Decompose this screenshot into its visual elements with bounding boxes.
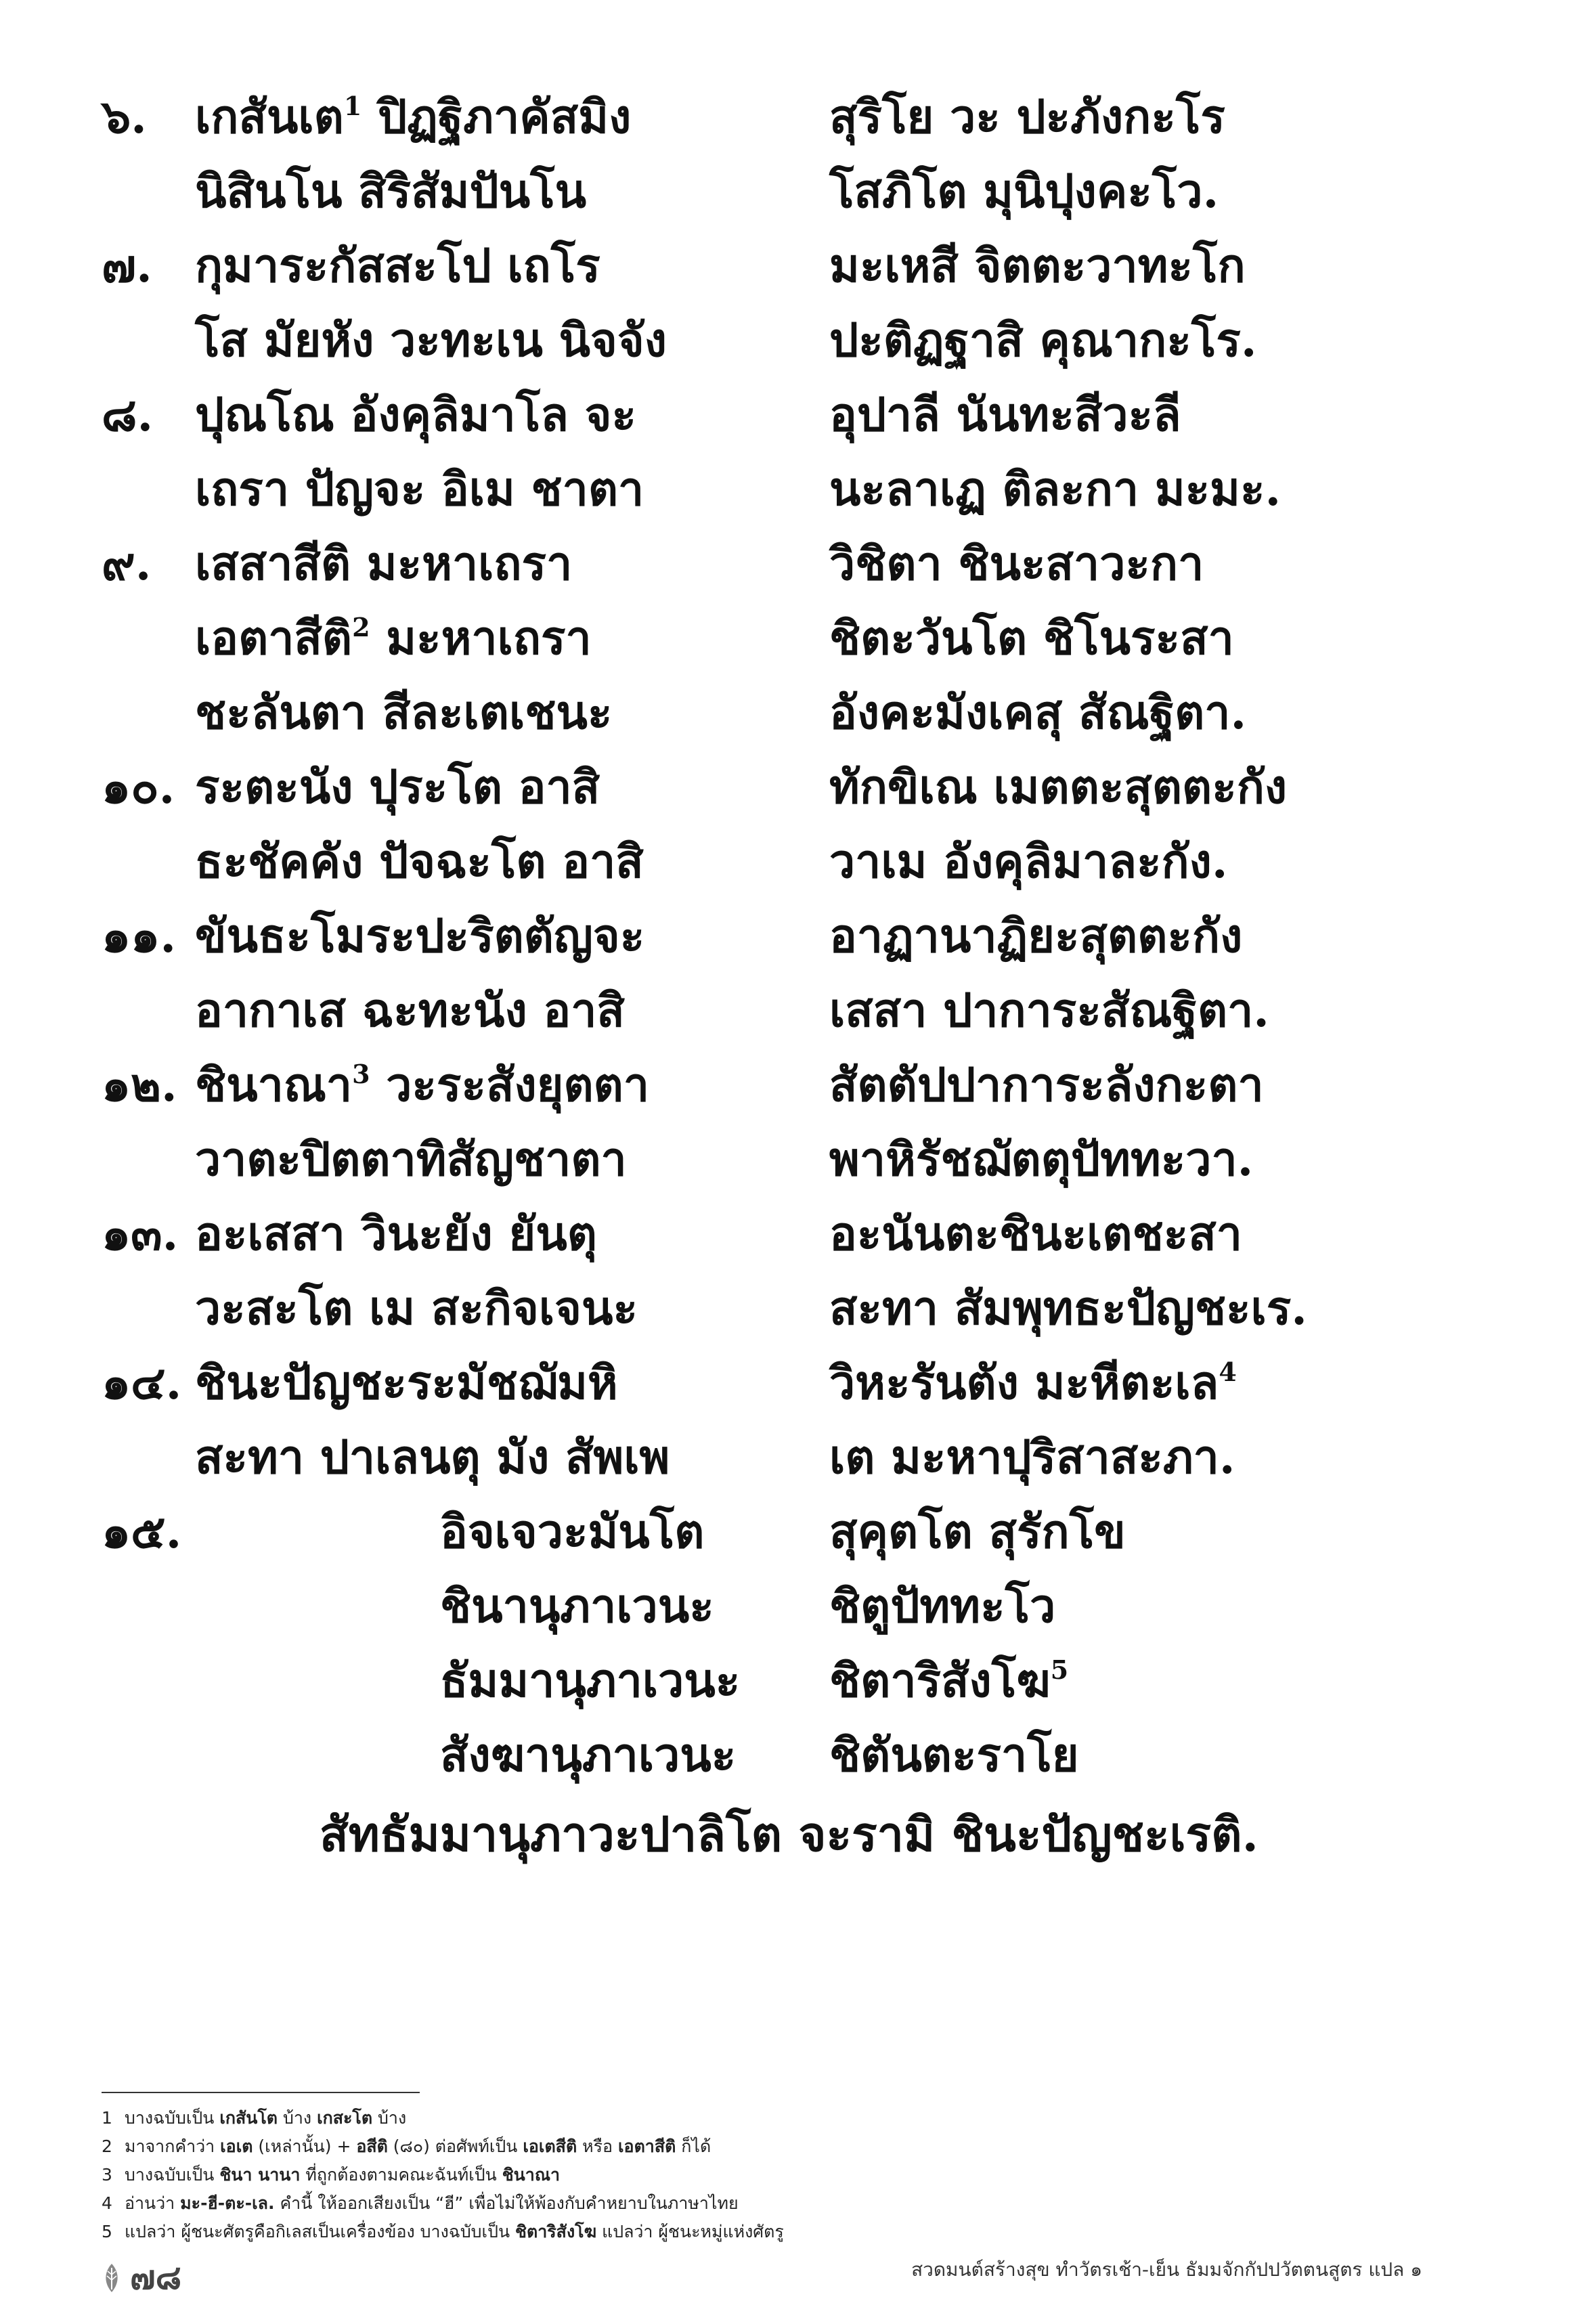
- verse-left-text: ขันธะโมระปะริตตัญจะ: [195, 909, 645, 963]
- verse-row: [102, 825, 1510, 899]
- verse-right: [829, 601, 1234, 676]
- verse-left: [195, 1122, 627, 1197]
- verse-number: ๑๕.: [102, 1505, 182, 1559]
- verse-right-text: ชิตูปัททะโว: [829, 1579, 1056, 1634]
- verse-left-text: อะเสสา วินะยัง ยันตุ: [195, 1207, 597, 1261]
- page-footer: [102, 2251, 1422, 2297]
- page-number: ๗๘: [130, 2257, 182, 2297]
- verse-right: [829, 750, 1287, 825]
- footnote-text: หรือ: [577, 2136, 619, 2156]
- verse-left: [440, 1495, 704, 1569]
- verse-left-text: ปุณโณ อังคุลิมาโล จะ: [195, 388, 636, 442]
- verse-left: [195, 1346, 618, 1420]
- footnote-term: เอเต: [220, 2136, 253, 2156]
- verse-left: [195, 303, 667, 378]
- footnote-item: [102, 2161, 1455, 2189]
- verse-right: [829, 378, 1181, 452]
- verse-left: [195, 527, 572, 601]
- verse-row: [102, 154, 1510, 229]
- verse-left: [195, 452, 644, 527]
- verse-left: [195, 676, 612, 750]
- footnote-item: [102, 2218, 1455, 2246]
- verse-left-text: อิจเจวะมันโต: [440, 1505, 705, 1559]
- footnote-marker: 1: [343, 91, 362, 121]
- verse-right-text: โสภิโต มุนิปุงคะโว.: [829, 165, 1219, 219]
- closing-line: สัทธัมมานุภาวะปาลิโต จะรามิ ชินะปัญชะเรติ.: [320, 1806, 1258, 1862]
- leaf-ornament-icon: [102, 2262, 122, 2294]
- verse-row: [102, 1197, 1510, 1271]
- page-number-group: [102, 2251, 181, 2304]
- verse-row: [102, 1122, 1510, 1197]
- verse-left-text: ชินาณา: [195, 1058, 353, 1112]
- footnote-term: ชินา นานา: [219, 2165, 301, 2185]
- verse-right: [829, 1271, 1307, 1346]
- footnote-text: ที่ถูกต้องตามคณะฉันท์เป็น: [300, 2165, 502, 2185]
- verse-left-text-cont: วะระสังยุตตา: [370, 1058, 650, 1112]
- verse-left-text: เถรา ปัญจะ อิเม ชาตา: [195, 462, 644, 517]
- verse-right: [829, 303, 1257, 378]
- verse-right: [829, 1569, 1055, 1644]
- verse-right: [829, 1122, 1253, 1197]
- verse-number: ๑๐.: [102, 760, 175, 814]
- verse-row: [102, 750, 1510, 825]
- verse-row: [102, 1644, 1510, 1718]
- verse-right-text: สุคุตโต สุรักโข: [829, 1505, 1126, 1559]
- verse-right-text: นะลาเฏ ติละกา มะมะ.: [829, 462, 1281, 517]
- verse-right: [829, 1718, 1079, 1793]
- verse-row: [102, 229, 1510, 303]
- footnote-term: ชินาณา: [502, 2165, 561, 2185]
- verse-left: [195, 1048, 649, 1129]
- verse-number: ๑๒.: [102, 1058, 177, 1112]
- verse-left-text: วาตะปิตตาทิสัญชาตา: [195, 1133, 627, 1187]
- verse-right: [829, 1420, 1235, 1495]
- verse-right-text: เสสา ปาการะสัณฐิตา.: [829, 984, 1269, 1038]
- verse-left: [440, 1569, 714, 1644]
- verse-row: [102, 1271, 1510, 1346]
- footnote-marker: 4: [1219, 1357, 1237, 1387]
- verse-row: [102, 1346, 1510, 1420]
- verse-left: [195, 378, 636, 452]
- footnote-number: 2: [102, 2136, 112, 2156]
- verse-left-text: สะทา ปาเลนตุ มัง สัพเพ: [195, 1430, 670, 1485]
- verse-right: [829, 80, 1225, 154]
- verse-left-text: วะสะโต เม สะกิจเจนะ: [195, 1281, 638, 1336]
- verse-right-text: วาเม อังคุลิมาละกัง.: [829, 835, 1228, 889]
- verse-left-text: ชะลันตา สีละเตเชนะ: [195, 686, 613, 740]
- footnotes: [102, 2104, 1455, 2246]
- verse-left-text: อากาเส ฉะทะนัง อาสิ: [195, 984, 625, 1038]
- verse-left-text-cont: มะหาเถรา: [370, 611, 592, 665]
- verse-row: [102, 80, 1510, 154]
- verse-right-text: อะนันตะชินะเตชะสา: [829, 1207, 1242, 1261]
- verse-left: [195, 973, 625, 1048]
- verse-right: [829, 1048, 1264, 1122]
- verse-row: [102, 1048, 1510, 1122]
- verse-row: [102, 676, 1510, 750]
- footnote-term: ชิตาริสังโฆ: [515, 2222, 597, 2241]
- footnote-term: เอเตสีติ: [523, 2136, 577, 2156]
- footnote-term: อสีติ: [356, 2136, 388, 2156]
- footnote-term: เกสันโต: [219, 2108, 278, 2128]
- verse-left: [195, 1271, 638, 1346]
- footnote-item: [102, 2189, 1455, 2218]
- verse-left: [195, 899, 644, 973]
- verse-row: [102, 452, 1510, 527]
- verse-left-text-cont: ปิฏฐิภาคัสมิง: [361, 90, 632, 144]
- verse-row: [102, 1495, 1510, 1569]
- verse-right-text: สัตตัปปาการะลังกะตา: [829, 1058, 1264, 1112]
- verse-number: ๑๑.: [102, 909, 177, 963]
- verse-right: [829, 825, 1228, 899]
- verse-right: [829, 452, 1281, 527]
- footnote-text: แปลว่า ผู้ชนะศัตรูคือกิเลสเป็นเครื่องข้อง บางฉบับเป็น: [125, 2222, 516, 2241]
- verse-left: [440, 1644, 740, 1718]
- verse-number: ๖.: [102, 90, 147, 144]
- footnote-number: 5: [102, 2222, 112, 2241]
- verse-left: [195, 229, 600, 303]
- verse-right-text: เต มะหาปุริสาสะภา.: [829, 1430, 1235, 1485]
- verse-right-text: ปะติฏฐาสิ คุณากะโร.: [829, 313, 1257, 368]
- verse-left: [195, 1197, 597, 1271]
- verse-right: [829, 527, 1204, 601]
- verse-right: [829, 154, 1219, 229]
- verse-left-text: ธัมมานุภาเวนะ: [440, 1654, 741, 1708]
- verse-left-text: เอตาสีติ: [195, 611, 353, 665]
- footnote-text: บางฉบับเป็น: [125, 2165, 220, 2185]
- verse-right-text: อาฏานาฏิยะสุตตะกัง: [829, 909, 1243, 963]
- verse-right: [829, 1495, 1126, 1569]
- verse-row: [102, 303, 1510, 378]
- footnote-text: มาจากคำว่า: [125, 2136, 221, 2156]
- verse-right: [829, 1644, 1068, 1725]
- verse-right-text: วิชิตา ชินะสาวะกา: [829, 537, 1204, 591]
- verse-left-text: เสสาสีติ มะหาเถรา: [195, 537, 573, 591]
- verse-number: ๘.: [102, 388, 154, 442]
- verse-row: [102, 973, 1510, 1048]
- verse-left-text: นิสินโน สิริสัมปันโน: [195, 165, 587, 219]
- verse-left-text: ระตะนัง ปุระโต อาสิ: [195, 760, 600, 814]
- verse-right: [829, 676, 1246, 750]
- footnote-number: 3: [102, 2165, 112, 2185]
- verse-left-text: ชินะปัญชะระมัชฌัมหิ: [195, 1356, 618, 1410]
- verse-number: ๑๔.: [102, 1356, 182, 1410]
- verse-right-text: ชิตันตะราโย: [829, 1728, 1079, 1782]
- verse-right: [829, 1346, 1237, 1427]
- verse-right-text: สะทา สัมพุทธะปัญชะเร.: [829, 1281, 1307, 1336]
- verse-row: [102, 899, 1510, 973]
- footnote-number: 4: [102, 2193, 112, 2213]
- footnote-marker: 3: [352, 1059, 370, 1089]
- verse-right-text: ทักขิเณ เมตตะสุตตะกัง: [829, 760, 1288, 814]
- footnote-item: [102, 2104, 1455, 2132]
- verse-right-text: สุริโย วะ ปะภังกะโร: [829, 90, 1225, 144]
- verse-number: ๙.: [102, 537, 152, 591]
- verse-row: [102, 378, 1510, 452]
- verse-number: ๑๓.: [102, 1207, 179, 1261]
- running-title: สวดมนต์สร้างสุข ทำวัตรเช้า-เย็น ธัมมจักกัปปวัตตนสูตร แปล ๑: [911, 2258, 1422, 2281]
- verse-right: [829, 229, 1246, 303]
- verse-left: [440, 1718, 736, 1793]
- verse-left-text: ธะชัคคัง ปัจฉะโต อาสิ: [195, 835, 644, 889]
- footnote-text: (เหล่านั้น) +: [253, 2136, 357, 2156]
- footnote-text: แปลว่า ผู้ชนะหมู่แห่งศัตรู: [596, 2222, 784, 2241]
- verse-left: [195, 750, 600, 825]
- footnote-text: (๘๐) ต่อศัพท์เป็น: [387, 2136, 523, 2156]
- verse-right-text: พาหิรัชฌัตตุปัททะวา.: [829, 1133, 1254, 1187]
- verse-left: [195, 154, 586, 229]
- footnote-item: [102, 2132, 1455, 2161]
- verse-right-text: วิหะรันตัง มะหีตะเล: [829, 1356, 1219, 1410]
- verse-left: [195, 80, 631, 161]
- footnote-marker: 5: [1050, 1654, 1069, 1685]
- footnote-text: อ่านว่า: [125, 2193, 181, 2213]
- verse-right-text: ชิตะวันโต ชิโนระสา: [829, 611, 1234, 665]
- footnote-text: บางฉบับเป็น: [125, 2108, 220, 2128]
- verse-block: [102, 80, 1510, 1793]
- footnote-number: 1: [102, 2108, 112, 2128]
- footnote-divider: [102, 2092, 420, 2093]
- verse-right: [829, 899, 1242, 973]
- verse-row: [102, 1569, 1510, 1644]
- verse-left: [195, 825, 644, 899]
- verse-left-text: เกสันเต: [195, 90, 344, 144]
- verse-left-text: สังฆานุภาเวนะ: [440, 1728, 737, 1782]
- footnote-term: เอตาสีติ: [618, 2136, 676, 2156]
- verse-number: ๗.: [102, 239, 152, 293]
- footnote-text: คำนี้ ให้ออกเสียงเป็น “ฮี” เพื่อไม่ให้พ้องกับคำหยาบในภาษาไทย: [274, 2193, 739, 2213]
- verse-right-text: มะเหสี จิตตะวาทะโก: [829, 239, 1246, 293]
- verse-right: [829, 973, 1269, 1048]
- footnote-marker: 2: [352, 612, 370, 642]
- verse-row: [102, 1420, 1510, 1495]
- verse-left: [195, 1420, 670, 1495]
- verse-row: [102, 527, 1510, 601]
- verse-left-text: ชินานุภาเวนะ: [440, 1579, 714, 1634]
- verse-right-text: ชิตาริสังโฆ: [829, 1654, 1051, 1708]
- verse-right: [829, 1197, 1242, 1271]
- verse-row: [102, 1718, 1510, 1793]
- verse-right-text: อังคะมังเคสุ สัณฐิตา.: [829, 686, 1247, 740]
- footnote-text: บ้าง: [372, 2108, 407, 2128]
- verse-left: [195, 601, 592, 682]
- footnote-text: ก็ได้: [676, 2136, 711, 2156]
- verse-left-text: โส มัยหัง วะทะเน นิจจัง: [195, 313, 667, 368]
- footnote-text: บ้าง: [278, 2108, 317, 2128]
- footnote-term: มะ-ฮี-ตะ-เล.: [180, 2193, 275, 2213]
- verse-row: [102, 601, 1510, 676]
- verse-right-text: อุปาลี นันทะสีวะลี: [829, 388, 1181, 442]
- verse-left-text: กุมาระกัสสะโป เถโร: [195, 239, 600, 293]
- footnote-term: เกสะโต: [317, 2108, 373, 2128]
